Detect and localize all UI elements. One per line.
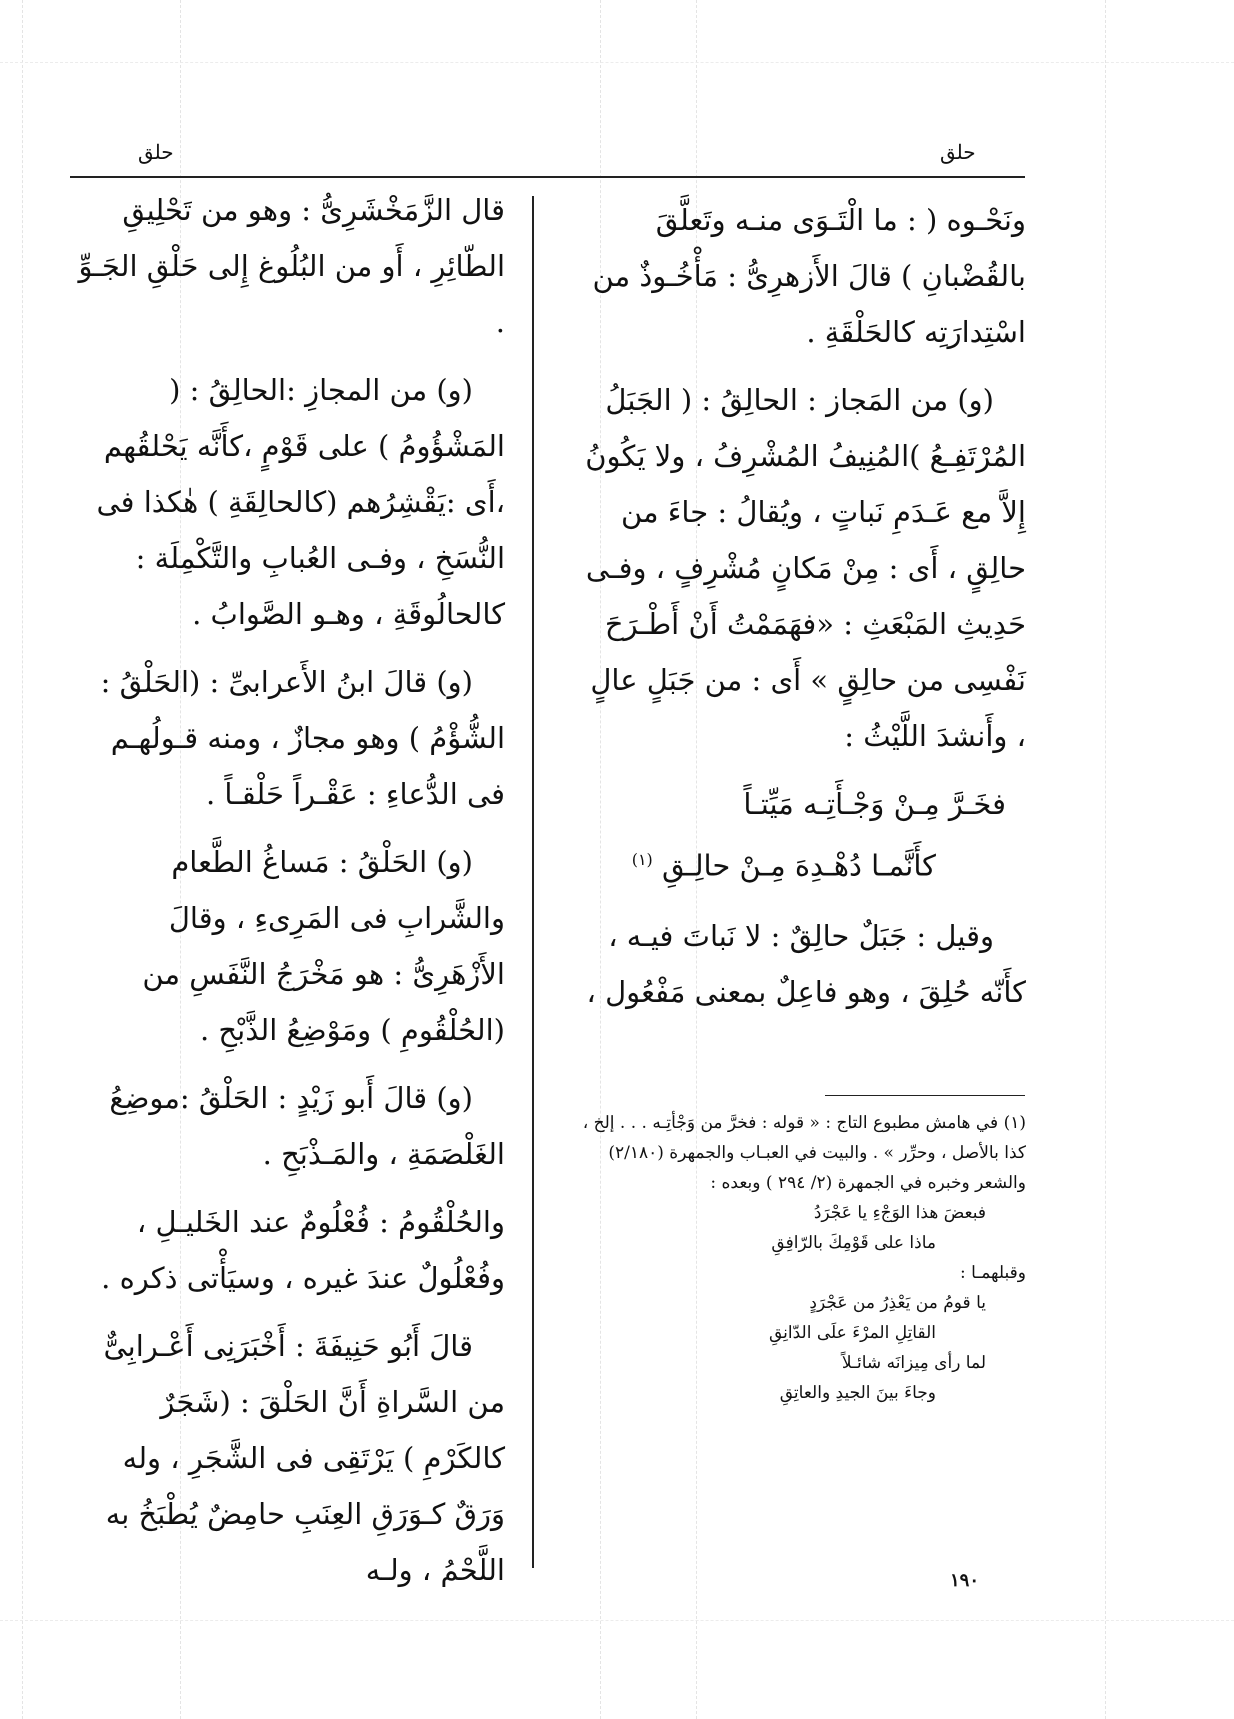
right-column: [578, 192, 1026, 1032]
right-running-head: حلق: [940, 140, 976, 164]
verse-text: كأَنَّمـا دُهْـدِهَ مِـنْ حالِـقِ: [662, 848, 936, 883]
verse-line: فخَـرَّ مِـنْ وَجْـأَتِـه مَيِّتـاً: [743, 787, 1006, 821]
paragraph: (و) من المجازِ :الحالِقُ : ( المَشْؤُومُ ) على قَوْمٍ ،كأَنَّه يَحْلقُهم ،أَى :يَقْشِرُهم (كالحالِقَةِ ) هٰكذا فى النُّسَخِ ، وفـى العُبابِ والتَّكْمِلَة : كالحالُوقَةِ ، وهـو الصَّوابُ .: [96, 373, 505, 631]
footnote-text: وقبلهمـا :: [959, 1263, 1026, 1283]
paragraph: ونَحْـوه ( : ما الْتَـوَى منـه وتَعلَّقَ بالقُضْبانِ ) قالَ الأَزهرِىُّ : مَأْخُـوذٌ من اسْتِدارَتِه كالحَلْقَةِ .: [592, 203, 1026, 349]
footnote-text: (١) في هامش مطبوع التاج : « قوله : فخرَّ من وَجْأتِـه . . . إلخ ، كذا بالأصل ، وحرِّر » . والبيت في العبـاب والجمهرة (٢/١٨٠) والشعر وخبره في الجمهرة (٢/ ٢٩٤ ) وبعده :: [582, 1113, 1026, 1193]
header-rule: [70, 176, 1025, 178]
paragraph: (و) قالَ أَبو زَيْدٍ : الحَلْقُ :موضِعُ الغَلْصَمَةِ ، والمَـذْبَحِ .: [109, 1081, 505, 1171]
paragraph: (و) قالَ ابنُ الأَعرابىِّ : (الحَلْقُ : الشُّؤْمُ ) وهو مجازٌ ، ومنه قـولُهـم فى الدُّعاءِ : عَقْـراً حَلْقـاً .: [100, 665, 505, 811]
scan-guide-line: [1105, 0, 1106, 1719]
paragraph: قالَ أَبُو حَنِيفَةَ : أَخْبَرَنِى أَعْـرابِىٌّ من السَّراةِ أَنَّ الحَلْقَ : (شَجَرٌ كالكَرْمِ ) يَرْتَقِى فى الشَّجَرِ ، وله وَرَقٌ كـوَرَقِ العِنَبِ حامِضٌ يُطْبَخُ به اللَّحْمُ ، ولـه: [103, 1329, 505, 1587]
footnote-verse: يا قومُ من يَعْذِرُ من عَجْرَدٍ: [809, 1293, 986, 1313]
verse-line: [578, 832, 1026, 894]
left-running-head: حلق: [138, 140, 174, 164]
page-number: ١٩٠: [950, 1570, 980, 1591]
footnote: [578, 1108, 1026, 1408]
footnote-verse: ماذا على قَوْمِكَ بالرّافِقِ: [771, 1233, 936, 1253]
footnote-marker: (١): [631, 850, 653, 869]
paragraph: (و) الحَلْقُ : مَساغُ الطَّعام والشَّرابِ فى المَرِىءِ ، وقالَ الأَزْهَرِىُّ : هو مَخْرَجُ النَّفَسِ من (الحُلْقُومِ ) ومَوْضِعُ الذَّبْحِ .: [142, 845, 505, 1047]
footnote-verse: وجاءَ بينَ الجيدِ والعاتِقِ: [779, 1383, 936, 1403]
footnote-verse: لما رأى مِيزانَه شائـلاً: [841, 1353, 986, 1373]
scan-guide-line: [22, 0, 23, 1719]
scan-guide-line: [0, 1620, 1234, 1621]
footnote-verse: فبعضَ هذا الوَجْءِ يا عَجْرَدُ: [813, 1203, 986, 1223]
left-column: [70, 182, 505, 1610]
footnote-rule: [825, 1095, 1025, 1096]
paragraph: وقيل : جَبَلٌ حالِقٌ : لا نَباتَ فيـه ، كأَنّه حُلِقَ ، وهو فاعِلٌ بمعنى مَفْعُول ،: [586, 918, 1026, 1009]
paragraph: والحُلْقُومُ : فُعْلُومٌ عند الخَليـلِ ، وفُعْلُولٌ عندَ غيره ، وسيَأْتى ذكره .: [101, 1205, 505, 1295]
footnote-verse: القاتِلِ المرْءَ علَى الدّانِقِ: [768, 1323, 936, 1343]
column-divider: [532, 196, 534, 1568]
scan-guide-line: [0, 62, 1234, 63]
paragraph: (و) من المَجاز : الحالِقُ : ( الجَبَلُ المُرْتَفِـعُ )المُنِيفُ المُشْرِفُ ، ولا يَكُونُ إِلاَّ مع عَـدَمِ نَباتٍ ، ويُقالُ : جاءَ من حالِقٍ ، أَى : مِنْ مَكانٍ مُشْرِفٍ ، وفـى حَدِيثِ المَبْعَثِ : «فهَمَمْتُ أَنْ أَطْـرَحَ نَفْسِى من حالِقٍ » أَى : من جَبَلٍ عالٍ ، وأَنشدَ اللَّيْثُ :: [585, 383, 1026, 753]
paragraph: قال الزَّمَخْشَرِىُّ : وهو من تَحْلِيقِ الطّائِرِ ، أَو من البُلُوغ إِلى حَلْقِ الجَـوِّ .: [78, 193, 505, 339]
